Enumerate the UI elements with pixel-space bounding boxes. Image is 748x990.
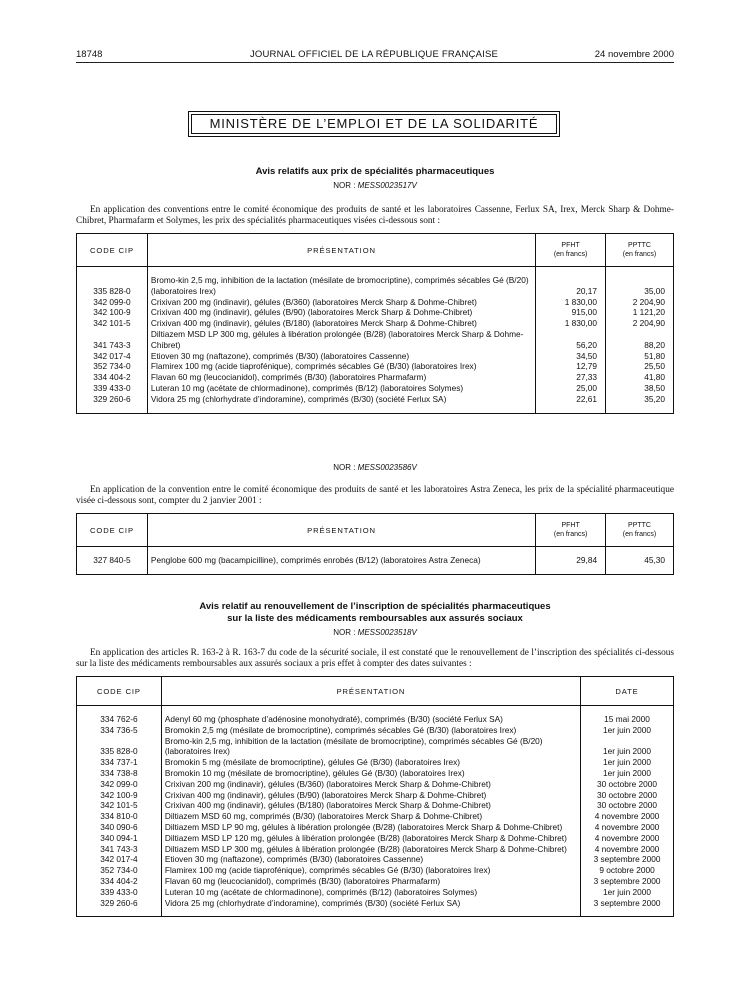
spacer-cell xyxy=(606,547,674,556)
presentation: Luteran 10 mg (acétate de chlormadinone), comprimés (B/12) (laboratoires Solymes) xyxy=(147,383,535,394)
renewal-date: 9 octobre 2000 xyxy=(581,865,674,876)
presentation: Etioven 30 mg (naftazone), comprimés (B/30) (laboratoires Cassenne) xyxy=(147,351,535,362)
renewal-date: 1er juin 2000 xyxy=(581,757,674,768)
spacer-cell xyxy=(77,706,162,715)
code-cip: 334 738-8 xyxy=(100,767,138,778)
pfht-value: 915,00 xyxy=(536,307,606,318)
section2-nor xyxy=(76,463,674,472)
col-presentation: PRÉSENTATION xyxy=(147,514,535,547)
spacer-cell xyxy=(606,267,674,276)
code-cip: 339 433-0 xyxy=(93,382,131,393)
intro-text: En application de la convention entre le comité économique des produits de santé et les laboratoires Astra Zeneca, les prix de la spécialité pharmaceutique visée ci-dessous sont, compter du 2 janvier 2001 : xyxy=(76,485,674,506)
pfht-value: 20,17 xyxy=(536,275,606,297)
table-row xyxy=(77,383,674,394)
code-cip: 334 404-2 xyxy=(93,372,131,383)
ppttc-value: 41,80 xyxy=(606,372,674,383)
journal-title: JOURNAL OFFICIEL DE LA RÉPUBLIQUE FRANÇAISE xyxy=(249,49,499,60)
ministry-heading-box xyxy=(188,111,560,137)
presentation: Flavan 60 mg (leucocianidol), comprimés (B/30) (laboratoires Pharmafarm) xyxy=(147,372,535,383)
table-row xyxy=(77,297,674,308)
code-cip: 342 099-0 xyxy=(100,778,138,789)
table-row xyxy=(77,361,674,372)
table-row xyxy=(77,307,674,318)
section3-title-line2: sur la liste des médicaments remboursables aux assurés sociaux xyxy=(227,613,523,624)
section1-nor xyxy=(76,181,674,190)
spacer-cell xyxy=(147,547,535,556)
renewal-date: 1er juin 2000 xyxy=(581,887,674,898)
spacer-cell xyxy=(147,566,535,575)
ppttc-value: 35,20 xyxy=(606,394,674,405)
ppttc-value: 45,30 xyxy=(606,555,674,566)
table-row xyxy=(77,844,674,855)
renewal-date: 4 novembre 2000 xyxy=(581,822,674,833)
presentation: Adenyl 60 mg (phosphate d’adénosine monohydraté), comprimés (B/30) (société Ferlux SA) xyxy=(161,714,580,725)
pfht-value: 25,00 xyxy=(536,383,606,394)
table-row xyxy=(77,394,674,405)
code-cip: 329 260-6 xyxy=(100,897,138,908)
pfht-value: 1 830,00 xyxy=(536,297,606,308)
table-row xyxy=(77,779,674,790)
spacer-cell xyxy=(536,267,606,276)
section3-intro xyxy=(76,648,674,670)
intro-text: En application des articles R. 163-2 à R. 163-7 du code de la sécurité sociale, il est constaté que le renouvellement de l’inscription des spécialités ci-dessous sur la liste des médicaments remboursables aux assurés sociaux a pris effet à compter des dates suivantes : xyxy=(76,648,674,669)
code-cip: 342 101-5 xyxy=(100,800,138,811)
presentation: Diltiazem MSD 60 mg, comprimés (B/30) (laboratoires Merck Sharp & Dohme-Chibret) xyxy=(161,811,580,822)
table-row xyxy=(77,822,674,833)
pfht-value: 56,20 xyxy=(536,329,606,351)
code-cip: 334 737-1 xyxy=(100,757,138,768)
table-row xyxy=(77,768,674,779)
code-cip: 334 810-0 xyxy=(100,811,138,822)
table-row xyxy=(77,811,674,822)
presentation: Etioven 30 mg (naftazone), comprimés (B/30) (laboratoires Cassenne) xyxy=(161,854,580,865)
code-cip: 342 101-5 xyxy=(93,318,131,329)
ppttc-value: 2 204,90 xyxy=(606,297,674,308)
section3-title-line1: Avis relatif au renouvellement de l’inscription de spécialités pharmaceutiques xyxy=(199,601,551,612)
col-ppttc: PPTTC (en francs) xyxy=(606,234,674,267)
code-cip: 335 828-0 xyxy=(93,285,131,296)
spacer-cell xyxy=(606,566,674,575)
col-code: CODE CIP xyxy=(77,514,148,547)
presentation: Flavan 60 mg (leucocianidol), comprimés (B/30) (laboratoires Pharmafarm) xyxy=(161,876,580,887)
nor-code: MESS0023517V xyxy=(357,181,417,190)
code-cip: 334 404-2 xyxy=(100,875,138,886)
renewal-date: 3 septembre 2000 xyxy=(581,898,674,909)
table-row xyxy=(77,790,674,801)
presentation: Crixivan 200 mg (indinavir), gélules (B/360) (laboratoires Merck Sharp & Dohme-Chibret) xyxy=(147,297,535,308)
section1-intro xyxy=(76,205,674,227)
code-cip: 341 743-3 xyxy=(100,843,138,854)
renewal-date: 4 novembre 2000 xyxy=(581,833,674,844)
table-row xyxy=(77,555,674,566)
presentation: Flamirex 100 mg (acide tiaprofénique), comprimés sécables Gé (B/30) (laboratoires Irex) xyxy=(147,361,535,372)
ppttc-value: 1 121,20 xyxy=(606,307,674,318)
code-cip: 334 736-5 xyxy=(100,724,138,735)
ppttc-value: 38,50 xyxy=(606,383,674,394)
table-row xyxy=(77,275,674,297)
table-row xyxy=(77,714,674,725)
col-code: CODE CIP xyxy=(77,677,162,706)
presentation: Bromokin 10 mg (mésilate de bromocriptine), gélules Gé (B/30) (laboratoires Irex) xyxy=(161,768,580,779)
presentation: Diltiazem MSD LP 300 mg, gélules à libération prolongée (B/28) (laboratoires Merck Sharp & Dohme-Chibret) xyxy=(161,844,580,855)
presentation: Crixivan 400 mg (indinavir), gélules (B/180) (laboratoires Merck Sharp & Dohme-Chibret) xyxy=(147,318,535,329)
page-number: 18748 xyxy=(76,49,103,60)
col-ppttc: PPTTC (en francs) xyxy=(606,514,674,547)
spacer-cell xyxy=(161,908,580,917)
spacer-row xyxy=(77,566,674,575)
spacer-row xyxy=(77,706,674,715)
code-cip: 340 090-6 xyxy=(100,821,138,832)
renewal-date: 4 novembre 2000 xyxy=(581,811,674,822)
renewal-date: 1er juin 2000 xyxy=(581,725,674,736)
presentation: Flamirex 100 mg (acide tiaprofénique), comprimés sécables Gé (B/30) (laboratoires Irex) xyxy=(161,865,580,876)
spacer-row xyxy=(77,405,674,414)
spacer-cell xyxy=(581,706,674,715)
table-row xyxy=(77,854,674,865)
presentation: Crixivan 400 mg (indinavir), gélules (B/180) (laboratoires Merck Sharp & Dohme-Chibret) xyxy=(161,800,580,811)
presentation: Bromo-kin 2,5 mg, inhibition de la lactation (mésilate de bromocriptine), comprimés sécables Gé (B/20) (laboratoires Irex) xyxy=(161,736,580,758)
code-cip: 352 734-0 xyxy=(93,361,131,372)
table-row xyxy=(77,898,674,909)
table-row xyxy=(77,800,674,811)
spacer-cell xyxy=(581,908,674,917)
spacer-cell xyxy=(147,405,535,414)
col-presentation: PRÉSENTATION xyxy=(147,234,535,267)
table-row xyxy=(77,757,674,768)
renewal-date: 30 octobre 2000 xyxy=(581,800,674,811)
pfht-value: 34,50 xyxy=(536,351,606,362)
section3-nor xyxy=(76,628,674,637)
nor-label: NOR : xyxy=(333,181,356,190)
table-row xyxy=(77,318,674,329)
col-code: CODE CIP xyxy=(77,234,148,267)
table-row xyxy=(77,865,674,876)
table-row xyxy=(77,329,674,351)
spacer-cell xyxy=(77,547,148,556)
pfht-value: 29,84 xyxy=(536,555,606,566)
code-cip: 340 094-1 xyxy=(100,832,138,843)
code-cip: 327 840-5 xyxy=(93,555,131,565)
price-table-2 xyxy=(76,513,674,575)
code-cip: 335 828-0 xyxy=(100,746,138,757)
col-pfht: PFHT (en francs) xyxy=(536,514,606,547)
table-row xyxy=(77,725,674,736)
issue-date: 24 novembre 2000 xyxy=(594,49,674,60)
renewal-date: 4 novembre 2000 xyxy=(581,844,674,855)
table-row xyxy=(77,372,674,383)
presentation: Crixivan 400 mg (indinavir), gélules (B/90) (laboratoires Merck Sharp & Dohme-Chibret) xyxy=(161,790,580,801)
renewal-date: 3 septembre 2000 xyxy=(581,876,674,887)
renewal-date: 3 septembre 2000 xyxy=(581,854,674,865)
renewal-date: 30 octobre 2000 xyxy=(581,790,674,801)
header-rule xyxy=(76,62,674,63)
spacer-cell xyxy=(536,405,606,414)
spacer-row xyxy=(77,267,674,276)
presentation: Penglobe 600 mg (bacampicilline), comprimés enrobés (B/12) (laboratoires Astra Zeneca) xyxy=(147,555,535,566)
presentation: Crixivan 200 mg (indinavir), gélules (B/360) (laboratoires Merck Sharp & Dohme-Chibret) xyxy=(161,779,580,790)
ppttc-value: 25,50 xyxy=(606,361,674,372)
code-cip: 342 100-9 xyxy=(100,789,138,800)
ppttc-value: 35,00 xyxy=(606,275,674,297)
ppttc-value: 2 204,90 xyxy=(606,318,674,329)
presentation: Vidora 25 mg (chlorhydrate d’indoramine), comprimés (B/30) (société Ferlux SA) xyxy=(161,898,580,909)
spacer-cell xyxy=(77,908,162,917)
price-table-1 xyxy=(76,233,674,414)
col-pfht: PFHT (en francs) xyxy=(536,234,606,267)
table-row xyxy=(77,876,674,887)
presentation: Diltiazem MSD LP 90 mg, gélules à libération prolongée (B/28) (laboratoires Merck Sharp & Dohme-Chibret) xyxy=(161,822,580,833)
presentation: Bromokin 2,5 mg (mésilate de bromocriptine), comprimés sécables Gé (B/30) (laboratoires Irex) xyxy=(161,725,580,736)
spacer-cell xyxy=(77,566,148,575)
spacer-cell xyxy=(147,267,535,276)
col-date: DATE xyxy=(581,677,674,706)
nor-code: MESS0023518V xyxy=(357,628,417,637)
table-row xyxy=(77,736,674,758)
code-cip: 342 099-0 xyxy=(93,296,131,307)
nor-code: MESS0023586V xyxy=(357,463,417,472)
presentation: Bromokin 5 mg (mésilate de bromocriptine), gélules Gé (B/30) (laboratoires Irex) xyxy=(161,757,580,768)
presentation: Diltiazem MSD LP 120 mg, gélules à libération prolongée (B/28) (laboratoires Merck Sharp & Dohme-Chibret) xyxy=(161,833,580,844)
spacer-row xyxy=(77,908,674,917)
renewal-date: 30 octobre 2000 xyxy=(581,779,674,790)
spacer-cell xyxy=(77,267,148,276)
code-cip: 341 743-3 xyxy=(93,339,131,350)
code-cip: 334 762-6 xyxy=(100,714,138,724)
renewal-table xyxy=(76,676,674,917)
col-presentation: PRÉSENTATION xyxy=(161,677,580,706)
pfht-value: 12,79 xyxy=(536,361,606,372)
presentation: Vidora 25 mg (chlorhydrate d’indoramine), comprimés (B/30) (société Ferlux SA) xyxy=(147,394,535,405)
renewal-date: 1er juin 2000 xyxy=(581,736,674,758)
presentation: Crixivan 400 mg (indinavir), gélules (B/90) (laboratoires Merck Sharp & Dohme-Chibret) xyxy=(147,307,535,318)
spacer-cell xyxy=(536,566,606,575)
pfht-value: 22,61 xyxy=(536,394,606,405)
code-cip: 339 433-0 xyxy=(100,886,138,897)
spacer-cell xyxy=(161,706,580,715)
pfht-value: 1 830,00 xyxy=(536,318,606,329)
code-cip: 342 017-4 xyxy=(100,854,138,865)
presentation: Bromo-kin 2,5 mg, inhibition de la lactation (mésilate de bromocriptine), comprimés sécables Gé (B/20) (laboratoires Irex) xyxy=(147,275,535,297)
renewal-date: 1er juin 2000 xyxy=(581,768,674,779)
nor-label: NOR : xyxy=(333,628,356,637)
table-row xyxy=(77,887,674,898)
table-row xyxy=(77,351,674,362)
spacer-row xyxy=(77,547,674,556)
ppttc-value: 88,20 xyxy=(606,329,674,351)
table-row xyxy=(77,833,674,844)
spacer-cell xyxy=(536,547,606,556)
code-cip: 352 734-0 xyxy=(100,865,138,876)
code-cip: 342 100-9 xyxy=(93,307,131,318)
renewal-date: 15 mai 2000 xyxy=(581,714,674,725)
nor-label: NOR : xyxy=(333,463,356,472)
section3-title xyxy=(76,601,674,625)
spacer-cell xyxy=(77,405,148,414)
code-cip: 329 260-6 xyxy=(93,393,131,404)
code-cip: 342 017-4 xyxy=(93,350,131,361)
section2-intro xyxy=(76,485,674,507)
ppttc-value: 51,80 xyxy=(606,351,674,362)
pfht-value: 27,33 xyxy=(536,372,606,383)
section1-title: Avis relatifs aux prix de spécialités pharmaceutiques xyxy=(255,166,495,177)
presentation: Diltiazem MSD LP 300 mg, gélules à libération prolongée (B/28) (laboratoires Merck Sharp & Dohme-Chibret) xyxy=(147,329,535,351)
spacer-cell xyxy=(606,405,674,414)
presentation: Luteran 10 mg (acétate de chlormadinone), comprimés (B/12) (laboratoires Solymes) xyxy=(161,887,580,898)
intro-text: En application des conventions entre le comité économique des produits de santé et les laboratoires Cassenne, Ferlux SA, Irex, Merck Sharp & Dohme-Chibret, Pharmafarm et Solymes, les prix des spécialités pharmaceutiques visées ci-dessous sont : xyxy=(76,205,674,226)
ministry-heading: MINISTÈRE DE L’EMPLOI ET DE LA SOLIDARITÉ xyxy=(191,114,557,134)
